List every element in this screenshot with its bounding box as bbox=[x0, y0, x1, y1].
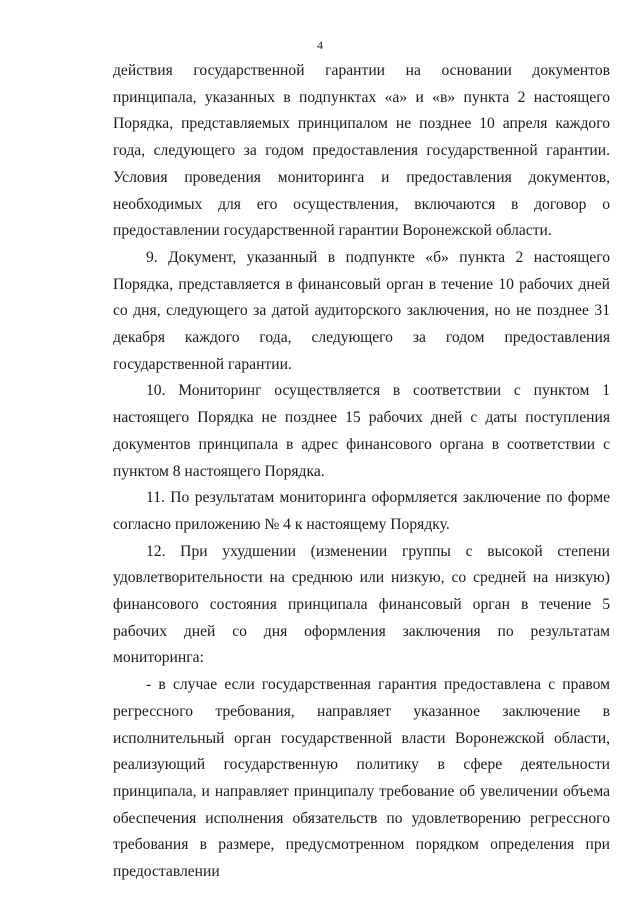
paragraph-item-10: 10. Мониторинг осуществляется в соответствии с пунктом 1 настоящего Порядка не позднее 15 рабочих дней с даты поступления документов принципала в адрес финансового органа в соответствии с пунктом 8 настоящего Порядка. bbox=[113, 382, 610, 480]
paragraph-list-item: - в случае если государственная гарантия предоставлена с правом регрессного требования, направляет указанное заключение в исполнительный орган государственной власти Воронежской области, реализующий государственную политику в сфере деятельности принципала, и направляет принципалу требование об увеличении объема обеспечения исполнения обязательств по удовлетворению регрессного требования в размере, предусмотренном порядком определения при предоставлении bbox=[113, 676, 610, 881]
paragraph-item-11: 11. По результатам мониторинга оформляется заключение по форме согласно приложению № 4 к настоящему Порядку. bbox=[113, 489, 610, 533]
paragraph-continuation: действия государственной гарантии на основании документов принципала, указанных в подпунктах «а» и «в» пункта 2 настоящего Порядка, представляемых принципалом не позднее 10 апреля каждого года, следующего за годом предоставления государственной гарантии. Условия проведения мониторинга и предоставления документов, необходимых для его осуществления, включаются в договор о предоставлении государственной гарантии Воронежской области. bbox=[113, 62, 610, 240]
paragraph-item-12: 12. При ухудшении (изменении группы с высокой степени удовлетворительности на среднюю или низкую, со средней на низкую) финансового состояния принципала финансовый орган в течение 5 рабочих дней со дня оформления заключения по результатам мониторинга: bbox=[113, 542, 610, 667]
paragraph-item-9: 9. Документ, указанный в подпункте «б» пункта 2 настоящего Порядка, представляется в финансовый орган в течение 10 рабочих дней со дня, следующего за датой аудиторского заключения, но не позднее 31 декабря каждого года, следующего за годом предоставления государственной гарантии. bbox=[113, 248, 610, 373]
page-number: 4 bbox=[317, 38, 323, 52]
document-body bbox=[113, 58, 610, 886]
